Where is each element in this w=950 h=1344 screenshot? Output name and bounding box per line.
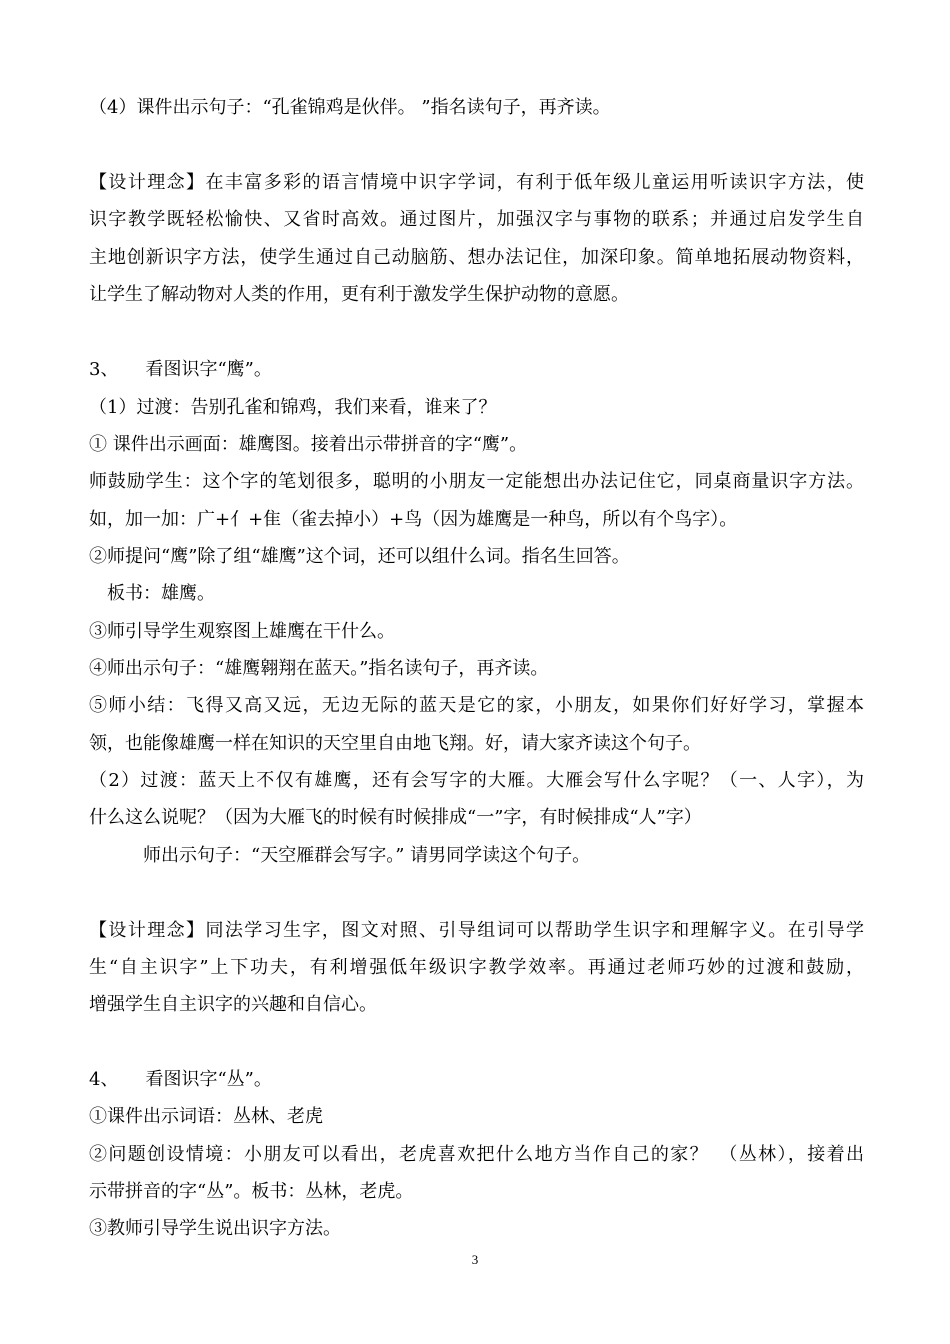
section-3-step-3: ③师引导学生观察图上雄鹰在干什么。	[89, 621, 395, 642]
section-3-transition: （1）过渡：告别孔雀和锦鸡，我们来看，谁来了？	[89, 397, 497, 418]
section-4-heading: 4、 看图识字“丛”。	[89, 1069, 272, 1090]
design-concept-1-line-4: 让学生了解动物对人类的作用，更有利于激发学生保护动物的意愿。	[89, 284, 629, 305]
page-number: 3	[471, 1252, 479, 1267]
paragraph-courseware-sentence: （4）课件出示句子：“孔雀锦鸡是伙伴。 ”指名读句子，再齐读。	[89, 97, 611, 118]
section-4-step-1: ①课件出示词语：丛林、老虎	[89, 1106, 323, 1127]
section-3-encourage: 师鼓励学生：这个字的笔划很多，聪明的小朋友一定能想出办法记住它，同桌商量识字方法。	[89, 471, 864, 492]
section-3-example: 如，加一加：广+亻+隹（雀去掉小）+鸟（因为雄鹰是一种鸟，所以有个鸟字）。	[89, 509, 738, 530]
section-3-heading: 3、 看图识字“鹰”。	[89, 359, 272, 380]
section-3-sentence: 师出示句子：“天空雁群会写字。” 请男同学读这个句子。	[89, 845, 591, 866]
section-3-step-5-line-2: 领，也能像雄鹰一样在知识的天空里自由地飞翔。好，请大家齐读这个句子。	[89, 733, 701, 754]
design-concept-1-line-3: 主地创新识字方法，使学生通过自己动脑筋、想办法记住，加深印象。简单地拓展动物资料，	[89, 247, 864, 268]
section-3-board-writing: 板书：雄鹰。	[89, 583, 215, 604]
section-3-step-1: ① 课件出示画面：雄鹰图。接着出示带拼音的字“鹰”。	[89, 434, 528, 455]
design-concept-1-line-2: 识字教学既轻松愉快、又省时高效。通过图片，加强汉字与事物的联系；并通过启发学生自	[89, 209, 864, 230]
design-concept-2-line-1: 【设计理念】同法学习生字，图文对照、引导组词可以帮助学生识字和理解字义。在引导学	[89, 920, 864, 941]
section-3-step-5-line-1: ⑤师小结：飞得又高又远，无边无际的蓝天是它的家，小朋友，如果你们好好学习，掌握本	[89, 695, 864, 716]
section-4-step-2-line-1: ②问题创设情境：小朋友可以看出，老虎喜欢把什么地方当作自己的家？ （丛林），接着出	[89, 1144, 864, 1165]
section-3-transition-2-line-1: （2）过渡：蓝天上不仅有雄鹰，还有会写字的大雁。大雁会写什么字呢？（一、人字），为	[89, 770, 864, 791]
design-concept-1-line-1: 【设计理念】在丰富多彩的语言情境中识字学词，有利于低年级儿童运用听读识字方法，使	[89, 172, 864, 193]
section-3-step-4: ④师出示句子：“雄鹰翱翔在蓝天。”指名读句子，再齐读。	[89, 658, 549, 679]
section-4-step-2-line-2: 示带拼音的字“丛”。板书：丛林，老虎。	[89, 1181, 414, 1202]
design-concept-2-line-2: 生“自主识字”上下功夫，有利增强低年级识字教学效率。再通过老师巧妙的过渡和鼓励，	[89, 957, 864, 978]
section-4-step-3: ③教师引导学生说出识字方法。	[89, 1218, 341, 1239]
design-concept-2-line-3: 增强学生自主识字的兴趣和自信心。	[89, 994, 377, 1015]
section-3-transition-2-line-2: 什么这么说呢？（因为大雁飞的时候有时候排成“一”字，有时候排成“人”字）	[89, 807, 702, 828]
section-3-step-2: ②师提问“鹰”除了组“雄鹰”这个词，还可以组什么词。指名生回答。	[89, 546, 630, 567]
